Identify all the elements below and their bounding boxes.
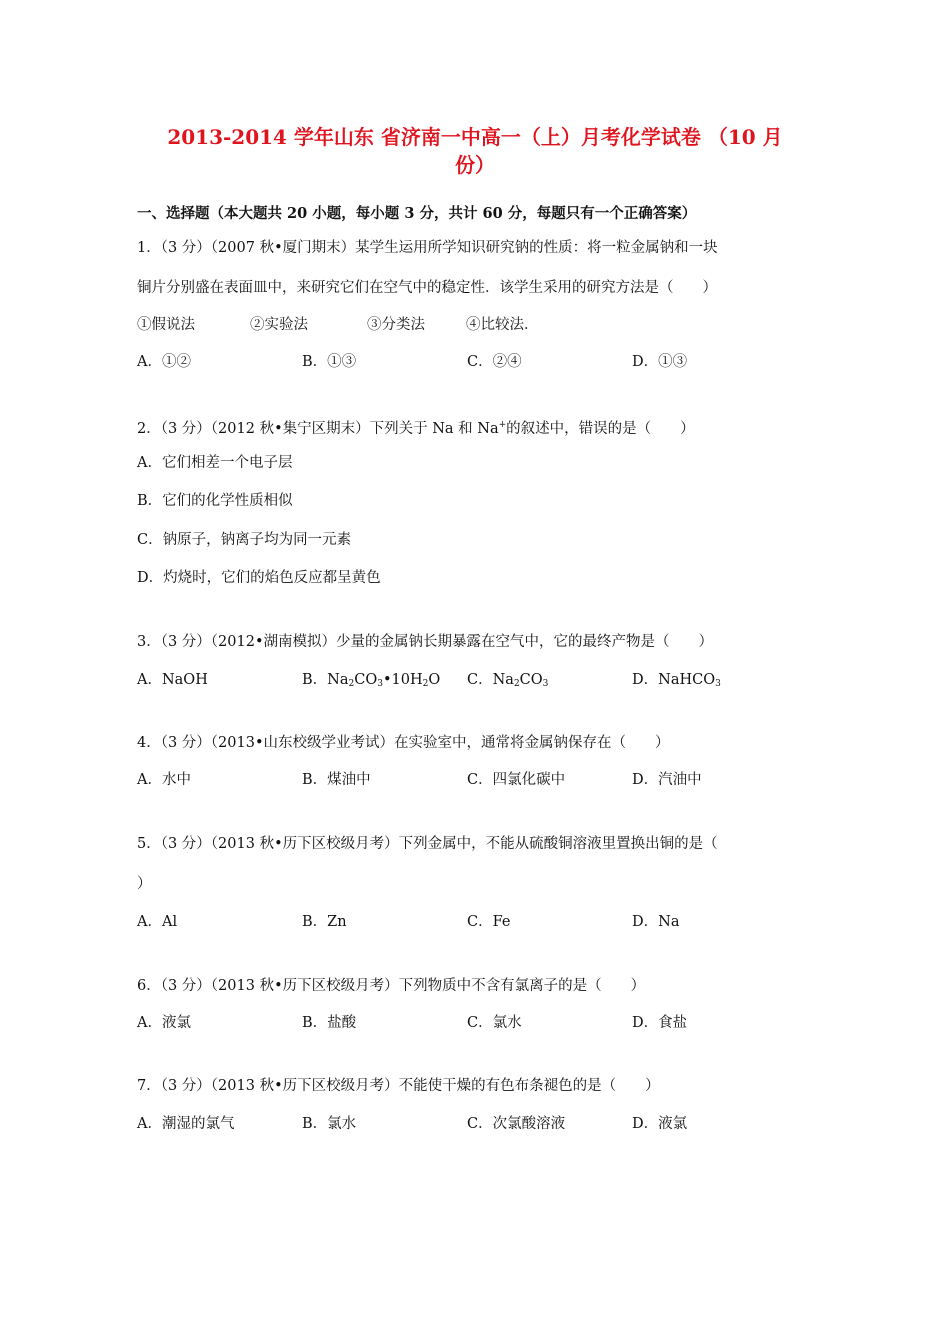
q6-stem: 6．（3 分）（2013 秋•历下区校级月考）下列物质中不含有氯离子的是（ ） <box>137 978 646 994</box>
q1-option-d: D．①③ <box>632 354 688 370</box>
q3-option-a: A．NaOH <box>137 672 208 688</box>
q5-option-b: B．Zn <box>302 914 347 930</box>
q4-option-a: A．水中 <box>137 772 191 788</box>
q7-option-a: A．潮湿的氯气 <box>137 1116 235 1132</box>
section-heading: 一、选择题（本大题共 20 小题，每小题 3 分，共计 60 分，每题只有一个正确答案） <box>137 205 697 222</box>
q2-stem-sup: + <box>498 420 507 430</box>
q1-method-4: ④比较法． <box>466 317 539 333</box>
q7-stem: 7．（3 分）（2013 秋•历下区校级月考）不能使干燥的有色布条褪色的是（ ） <box>137 1078 660 1094</box>
q3-stem: 3．（3 分）（2012•湖南模拟）少量的金属钠长期暴露在空气中，它的最终产物是（ ） <box>137 634 714 650</box>
q4-option-b: B．煤油中 <box>302 772 371 788</box>
q7-option-b: B．氯水 <box>302 1116 357 1132</box>
q2-option-c: C．钠原子，钠离子均为同一元素 <box>137 532 352 548</box>
q3-option-b: B．$Na_2CO_3•10H_2O$ <box>302 672 441 689</box>
q2-option-d: D．灼烧时，它们的焰色反应都呈黄色 <box>137 570 381 586</box>
q7-option-d: D．液氯 <box>632 1116 688 1132</box>
q1-option-b: B．①③ <box>302 354 357 370</box>
exam-title-line2: 份） <box>455 153 495 177</box>
q6-option-c: C．氯水 <box>467 1015 522 1031</box>
q5-stem-line2: ） <box>137 876 152 892</box>
exam-title-line1: 2013-2014 学年山东 省济南一中高一（上）月考化学试卷 （10 月 <box>167 125 783 149</box>
q1-option-a: A．①② <box>137 354 191 370</box>
q4-option-d: D．汽油中 <box>632 772 702 788</box>
q6-option-a: A．液氯 <box>137 1015 191 1031</box>
q6-option-d: D．食盐 <box>632 1015 688 1031</box>
q1-stem-line2: 铜片分别盛在表面皿中，来研究它们在空气中的稳定性．该学生采用的研究方法是（ ） <box>137 280 717 296</box>
q2-option-b: B．它们的化学性质相似 <box>137 493 293 509</box>
q2-stem <box>137 415 695 439</box>
q2-stem-part1: 2．（3 分）（2012 秋•集宁区期末）下列关于 Na 和 Na <box>137 421 499 437</box>
q1-method-1: ①假说法 <box>137 317 195 333</box>
q5-option-c: C．Fe <box>467 914 511 930</box>
q7-option-c: C．次氯酸溶液 <box>467 1116 566 1132</box>
q4-stem: 4．（3 分）（2013•山东校级学业考试）在实验室中，通常将金属钠保存在（ ） <box>137 735 670 751</box>
q1-method-2: ②实验法 <box>250 317 308 333</box>
q5-stem-line1: 5．（3 分）（2013 秋•历下区校级月考）下列金属中，不能从硫酸铜溶液里置换出铜的是（ <box>137 836 718 852</box>
q5-option-a: A．Al <box>137 914 178 930</box>
q1-method-3: ③分类法 <box>367 317 425 333</box>
q2-option-a: A．它们相差一个电子层 <box>137 455 293 471</box>
q3-option-d: D．NaHCO$_3$ <box>632 672 721 689</box>
q4-option-c: C．四氯化碳中 <box>467 772 566 788</box>
q6-option-b: B．盐酸 <box>302 1015 357 1031</box>
q2-stem-part2: 的叙述中，错误的是（ ） <box>506 421 695 437</box>
q5-option-d: D．Na <box>632 914 680 930</box>
q1-stem-line1: 1．（3 分）（2007 秋•厦门期末）某学生运用所学知识研究钠的性质：将一粒金属钠和一块 <box>137 240 718 256</box>
q1-option-c: C．②④ <box>467 354 522 370</box>
q3-option-c: C．$Na_2CO_3$ <box>467 672 549 689</box>
